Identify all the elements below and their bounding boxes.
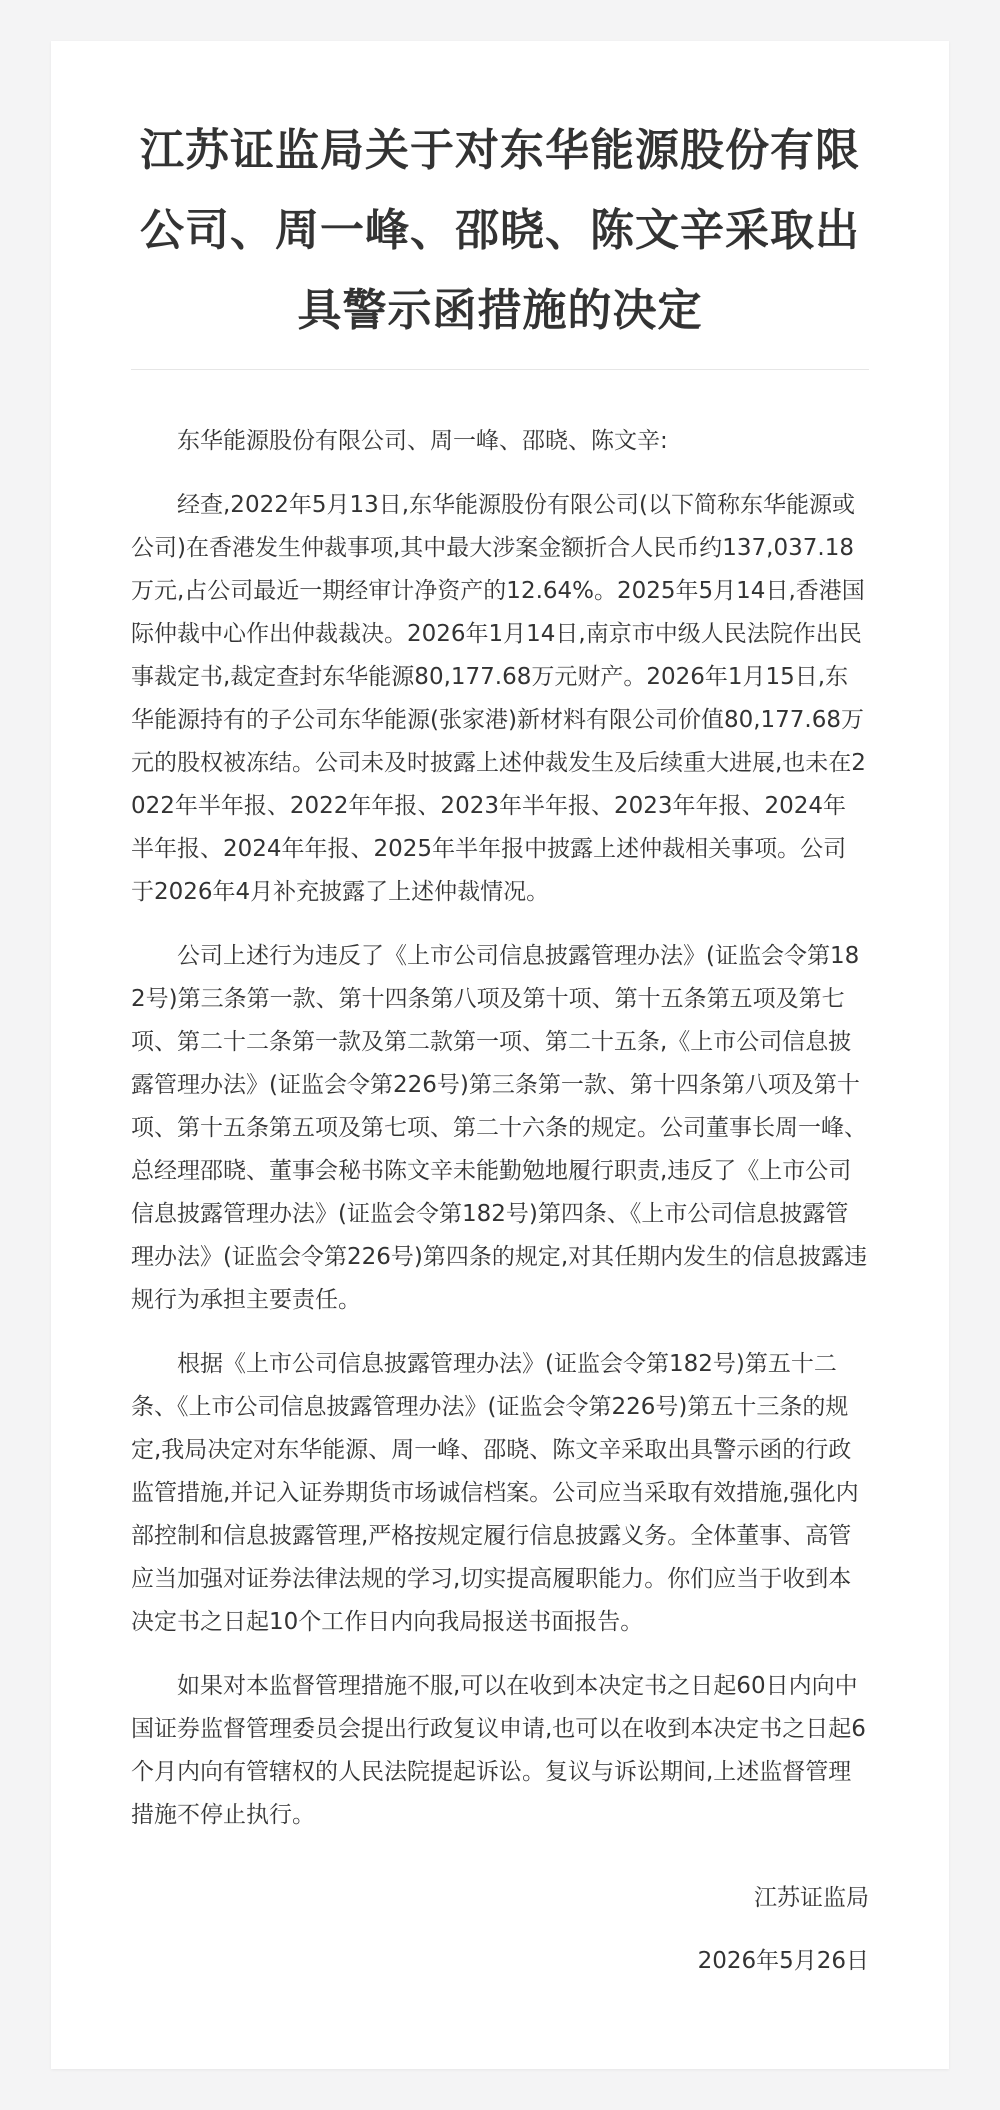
- paragraph-appeal: 如果对本监督管理措施不服,可以在收到本决定书之日起60日内向中国证券监督管理委员会提出行政复议申请,也可以在收到本决定书之日起6个月内向有管辖权的人民法院提起诉讼。复议与诉讼期间,上述监督管理措施不停止执行。: [131, 1673, 866, 1828]
- paragraph-violations: 公司上述行为违反了《上市公司信息披露管理办法》(证监会令第182号)第三条第一款、第十四条第八项及第十项、第十五条第五项及第七项、第二十二条第一款及第二款第一项、第二十五条,《上市公司信息披露管理办法》(证监会令第226号)第三条第一款、第十四条第八项及第十项、第十五条第五项及第七项、第二十六条的规定。公司董事长周一峰、总经理邵晓、董事会秘书陈文辛未能勤勉地履行职责,违反了《上市公司信息披露管理办法》(证监会令第182号)第四条、《上市公司信息披露管理办法》(证监会令第226号)第四条的规定,对其任期内发生的信息披露违规行为承担主要责任。: [131, 943, 868, 1313]
- document-title: 江苏证监局关于对东华能源股份有限公司、周一峰、邵晓、陈文辛采取出具警示函措施的决定: [140, 125, 860, 336]
- paragraph-findings: 经查,2022年5月13日,东华能源股份有限公司(以下简称东华能源或公司)在香港发生仲裁事项,其中最大涉案金额折合人民币约137,037.18万元,占公司最近一期经审计净资产的12.64%。2025年5月14日,香港国际仲裁中心作出仲裁裁决。2026年1月14日,南京市中级人民法院作出民事裁定书,裁定查封东华能源80,177.68万元财产。2026年1月15日,东华能源持有的子公司东华能源(张家港)新材料有限公司价值80,177.68万元的股权被冻结。公司未及时披露上述仲裁发生及后续重大进展,也未在2022年半年报、2022年年报、2023年半年报、2023年年报、2024年半年报、2024年年报、2025年半年报中披露上述仲裁相关事项。公司于2026年4月补充披露了上述仲裁情况。: [131, 492, 866, 905]
- issuing-organization: 江苏证监局: [754, 1885, 869, 1911]
- paragraph-decision: 根据《上市公司信息披露管理办法》(证监会令第182号)第五十二条、《上市公司信息披露管理办法》(证监会令第226号)第五十三条的规定,我局决定对东华能源、周一峰、邵晓、陈文辛采取出具警示函的行政监管措施,并记入证券期货市场诚信档案。公司应当采取有效措施,强化内部控制和信息披露管理,严格按规定履行信息披露义务。全体董事、高管应当加强对证券法律法规的学习,切实提高履职能力。你们应当于收到本决定书之日起10个工作日内向我局报送书面报告。: [131, 1351, 859, 1635]
- document-body: [131, 420, 869, 1837]
- document-card: [51, 41, 949, 2069]
- title-divider: [131, 369, 869, 370]
- issue-date: 2026年5月26日: [697, 1948, 869, 1974]
- addressee: 东华能源股份有限公司、周一峰、邵晓、陈文辛:: [177, 428, 668, 454]
- signature-block: [131, 1877, 869, 1983]
